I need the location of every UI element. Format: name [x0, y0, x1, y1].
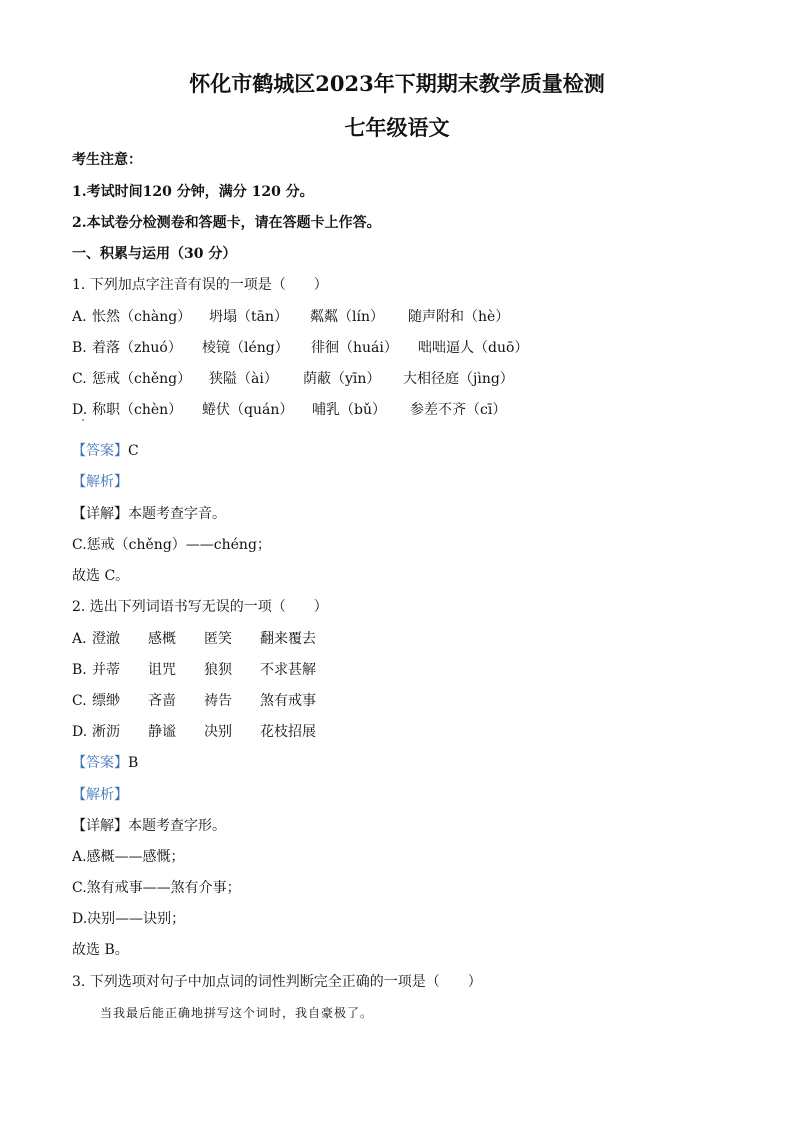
question-2-detail — [72, 816, 226, 836]
option-item: 花枝招展 — [260, 724, 316, 740]
section-heading: 一、积累与运用（30 分） — [72, 246, 237, 262]
notice-heading: 考生注意： — [72, 152, 142, 168]
answer-tag: 【答案】 — [72, 443, 128, 459]
question-2-analysis-tag: 【解析】 — [72, 787, 128, 803]
option-item: 狼狈 — [204, 662, 232, 678]
option-item: 狭隘（ài） — [209, 371, 278, 387]
detail-text: 本题考查字形。 — [128, 818, 226, 834]
option-label: C. — [72, 693, 87, 709]
question-1-stem: 1. 下列加点字注音有误的一项是（ ） — [72, 277, 328, 293]
option-item: 不求甚解 — [260, 662, 316, 678]
question-2-stem: 2. 选出下列词语书写无误的一项（ ） — [72, 599, 328, 615]
question-1-detail — [72, 504, 226, 524]
option-item: 静谧 — [148, 724, 176, 740]
option-label: B. — [72, 662, 87, 678]
question-3-stem: 3. 下列选项对句子中加点词的词性判断完全正确的一项是（ ） — [72, 974, 482, 990]
option-item: 棱镜（léng） — [202, 340, 289, 356]
option-label: A. — [72, 309, 87, 325]
notice-item-1: 1.考试时间120 分钟，满分 120 分。 — [72, 184, 314, 200]
detail-text: 本题考查字音。 — [128, 506, 226, 522]
option-item: 怅然（chàng） — [92, 309, 192, 325]
question-2-conclusion: 故选 B。 — [72, 942, 129, 958]
option-item: 澄澈 — [92, 631, 120, 647]
page-subtitle: 七年级语文 — [344, 115, 450, 140]
option-item: 蜷伏（quán） — [202, 402, 294, 418]
option-label: A. — [72, 631, 87, 647]
option-label: B. — [72, 340, 87, 356]
option-item: 参差不齐（cī） — [410, 402, 507, 418]
option-label: D. — [72, 402, 88, 418]
answer-value: B — [128, 755, 139, 771]
option-item: 大相径庭（jìng） — [403, 371, 514, 387]
question-1-explain-line: C.惩戒（chěng）——chéng； — [72, 537, 271, 553]
option-item: 着落（zhuó） — [92, 340, 182, 356]
notice-item-2: 2.本试卷分检测卷和答题卡，请在答题卡上作答。 — [72, 215, 381, 231]
question-2-explain-line: A.感概——感慨； — [72, 849, 185, 865]
page-title: 怀化市鹤城区2023年下期期末教学质量检测 — [189, 71, 605, 96]
option-item: 诅咒 — [148, 662, 176, 678]
question-2-explain-line: C.煞有戒事——煞有介事； — [72, 880, 241, 896]
option-item: 哺乳（bǔ） — [312, 402, 386, 418]
option-item: 缥缈 — [92, 693, 120, 709]
option-item: 吝啬 — [148, 693, 176, 709]
option-item: 随声附和（hè） — [408, 309, 510, 325]
option-item: 徘徊（huái） — [311, 340, 398, 356]
option-item: 惩戒（chěng） — [92, 371, 192, 387]
question-1-conclusion: 故选 C。 — [72, 568, 130, 584]
option-item: 翻来覆去 — [260, 631, 316, 647]
question-1-analysis-tag: 【解析】 — [72, 474, 128, 490]
decorative-dot — [82, 419, 84, 421]
answer-value: C — [128, 443, 139, 459]
answer-tag: 【答案】 — [72, 755, 128, 771]
detail-tag: 【详解】 — [72, 818, 128, 834]
option-label: D. — [72, 724, 88, 740]
option-item: 感概 — [148, 631, 176, 647]
option-item: 并蒂 — [92, 662, 120, 678]
option-item: 煞有戒事 — [260, 693, 316, 709]
option-label: C. — [72, 371, 87, 387]
question-2-explain-line: D.决别——诀别； — [72, 911, 186, 927]
detail-tag: 【详解】 — [72, 506, 128, 522]
option-item: 称职（chèn） — [92, 402, 183, 418]
question-2-answer — [72, 753, 138, 773]
option-item: 匿笑 — [204, 631, 232, 647]
option-item: 咄咄逼人（duō） — [418, 340, 529, 356]
question-1-answer — [72, 441, 139, 461]
option-item: 淅沥 — [92, 724, 120, 740]
question-3-sentence: 当我最后能正确地拼写这个词时，我自豪极了。 — [100, 1006, 374, 1020]
option-item: 坍塌（tān） — [209, 309, 288, 325]
option-item: 荫蔽（yīn） — [303, 371, 381, 387]
option-item: 决别 — [204, 724, 232, 740]
option-item: 粼粼（lín） — [310, 309, 384, 325]
option-item: 祷告 — [204, 693, 232, 709]
